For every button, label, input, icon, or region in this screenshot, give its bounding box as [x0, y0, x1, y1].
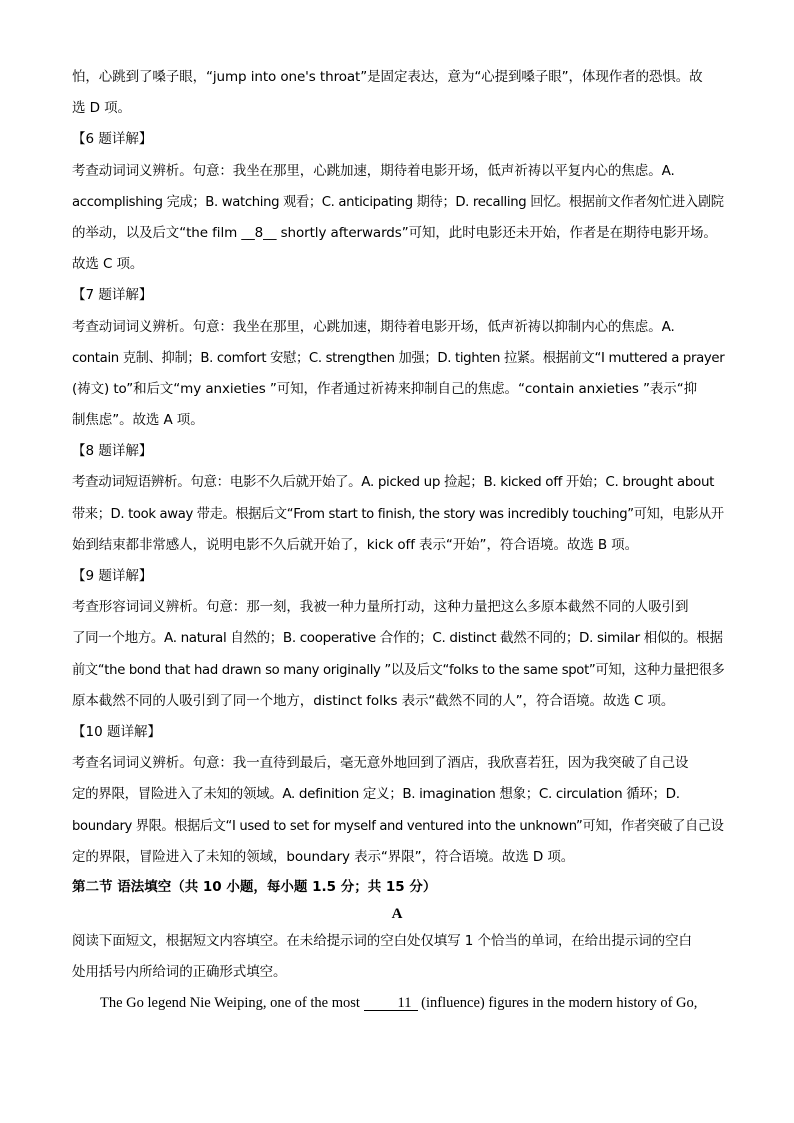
text-line: 制焦虑”。故选 A 项。 — [72, 412, 204, 429]
text-line: 考查动词短语辨析。句意：电影不久后就开始了。A. picked up 捡起；B. kicked off 开始；C. brought about — [72, 474, 715, 491]
question-10-heading: 【10 题详解】 — [72, 723, 161, 740]
text-line: 了同一个地方。A. natural 自然的；B. cooperative 合作的；C. distinct 截然不同的；D. similar 相似的。根据 — [72, 630, 723, 647]
question-8-heading: 【8 题详解】 — [72, 443, 153, 460]
text-line: 故选 C 项。 — [72, 256, 144, 273]
passage-label: A — [391, 905, 403, 922]
text-line: contain 克制、抑制；B. comfort 安慰；C. strengthen 加强；D. tighten 拉紧。根据前文“I muttered a prayer — [72, 349, 725, 366]
text-line: 定的界限，冒险进入了未知的领域。A. definition 定义；B. imagination 想象；C. circulation 循环；D. — [72, 786, 680, 803]
text-line: 选 D 项。 — [72, 100, 131, 117]
passage-text: The Go legend Nie Weiping, one of the most — [100, 995, 364, 1012]
text-line: accomplishing 完成；B. watching 观看；C. anticipating 期待；D. recalling 回忆。根据前文作者匆忙进入剧院 — [72, 193, 724, 210]
text-line: 考查动词词义辨析。句意：我坐在那里，心跳加速，期待着电影开场，低声祈祷以抑制内心的焦虑。A. — [72, 318, 675, 335]
text-line: 原本截然不同的人吸引到了同一个地方，distinct folks 表示“截然不同的人”，符合语境。故选 C 项。 — [72, 692, 675, 709]
text-line: 怕，心跳到了嗓子眼，“jump into one's throat”是固定表达，意为“心提到嗓子眼”，体现作者的恐惧。故 — [72, 69, 703, 85]
instruction-line: 处用括号内所给词的正确形式填空。 — [72, 964, 287, 981]
text-line: boundary 界限。根据后文“I used to set for myself and ventured into the unknown”可知，作者突破了自己设 — [72, 817, 724, 834]
section-title: 第二节 语法填空（共 10 小题，每小题 1.5 分；共 15 分） — [72, 878, 437, 895]
text-line: 始到结束都非常感人，说明电影不久后就开始了，kick off 表示“开始”，符合语境。故选 B 项。 — [72, 536, 638, 553]
instruction-line: 阅读下面短文，根据短文内容填空。在未给提示词的空白处仅填写 1 个恰当的单词，在给出提示词的空白 — [72, 932, 692, 949]
passage-line — [72, 988, 722, 1019]
passage-text: (influence) figures in the modern history of Go, — [417, 995, 698, 1012]
text-line: 定的界限，冒险进入了未知的领域，boundary 表示“界限”，符合语境。故选 D 项。 — [72, 848, 575, 865]
text-line: 考查形容词词义辨析。句意：那一刻，我被一种力量所打动，这种力量把这么多原本截然不同的人吸引到 — [72, 599, 689, 616]
text-line: 带来；D. took away 带走。根据后文“From start to finish, the story was incredibly touching”可知，电影从开 — [72, 505, 724, 522]
text-line: (祷文) to”和后文“my anxieties ”可知，作者通过祈祷来抑制自己的焦虑。“contain anxieties ”表示“抑 — [72, 380, 697, 397]
question-7-heading: 【7 题详解】 — [72, 287, 153, 304]
question-9-heading: 【9 题详解】 — [72, 568, 153, 584]
text-line: 前文“the bond that had drawn so many originally ”以及后文“folks to the same spot”可知，这种力量把很多 — [72, 661, 725, 678]
text-line: 考查动词词义辨析。句意：我坐在那里，心跳加速，期待着电影开场，低声祈祷以平复内心的焦虑。A. — [72, 162, 675, 179]
text-line: 考查名词词义辨析。句意：我一直待到最后，毫无意外地回到了酒店，我欣喜若狂，因为我突破了自己设 — [72, 755, 689, 772]
document-page — [72, 62, 725, 1019]
answer-blank-11: 11 — [364, 996, 418, 1011]
question-6-heading: 【6 题详解】 — [72, 131, 153, 148]
text-line: 的举动，以及后文“the film __8__ shortly afterwards”可知，此时电影还未开始，作者是在期待电影开场。 — [72, 224, 717, 241]
